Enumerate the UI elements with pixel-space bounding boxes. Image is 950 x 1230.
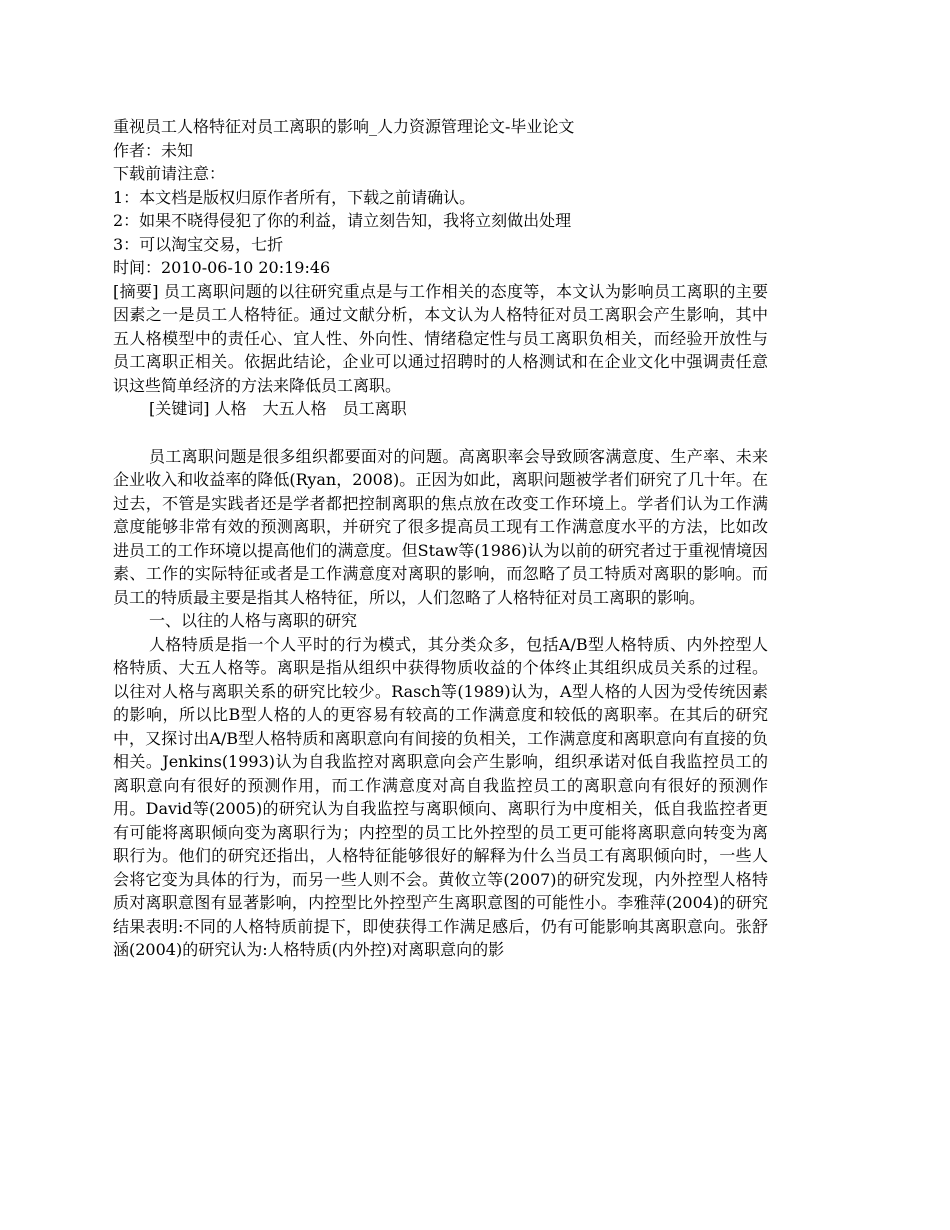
note-item: 3：可以淘宝交易，七折	[113, 234, 284, 254]
abstract-paragraph: [摘要] 员工离职问题的以往研究重点是与工作相关的态度等，本文认为影响员工离职的主要因素之一是员工人格特征。通过文献分析，本文认为人格特征对员工离职会产生影响，其中五人格模型中的责任心、宜人性、外向性、情绪稳定性与员工离职负相关，而经验开放性与员工离职正相关。依据此结论，企业可以通过招聘时的人格测试和在企业文化中强调责任意识这些简单经济的方法来降低员工离职。	[113, 281, 768, 395]
note-item: 1：本文档是版权归原作者所有，下载之前请确认。	[113, 187, 476, 207]
timestamp-line: 时间：2010-06-10 20:19:46	[113, 258, 331, 277]
section-heading: 一、以往的人格与离职的研究	[149, 611, 358, 630]
keywords-line: [关键词] 人格 大五人格 员工离职	[149, 399, 407, 418]
paragraph-spacer	[113, 421, 768, 445]
note-item: 2：如果不晓得侵犯了你的利益，请立刻告知，我将立刻做出处理	[113, 211, 572, 230]
document-page	[113, 115, 768, 962]
download-notice: 下载前请注意：	[113, 164, 226, 183]
intro-paragraph: 员工离职问题是很多组织都要面对的问题。高离职率会导致顾客满意度、生产率、未来企业收入和收益率的降低(Ryan，2008)。正因为如此，离职问题被学者们研究了几十年。在过去，不管是实践者还是学者都把控制离职的焦点放在改变工作环境上。学者们认为工作满意度能够非常有效的预测离职，并研究了很多提高员工现有工作满意度水平的方法，比如改进员工的工作环境以提高他们的满意度。但Staw等(1986)认为以前的研究者过于重视情境因素、工作的实际特征或者是工作满意度对离职的影响，而忽略了员工特质对离职的影响。而员工的特质最主要是指其人格特征，所以，人们忽略了人格特征对员工离职的影响。	[113, 446, 768, 607]
author-line: 作者：未知	[113, 140, 194, 160]
document-title: 重视员工人格特征对员工离职的影响_人力资源管理论文-毕业论文	[113, 117, 575, 136]
section-paragraph: 人格特质是指一个人平时的行为模式，其分类众多，包括A/B型人格特质、内外控型人格特质、大五人格等。离职是指从组织中获得物质收益的个体终止其组织成员关系的过程。以往对人格与离职关系的研究比较少。Rasch等(1989)认为，A型人格的人因为受传统因素的影响，所以比B型人格的人的更容易有较高的工作满意度和较低的离职率。在其后的研究中，又探讨出A/B型人格特质和离职意向有间接的负相关，工作满意度和离职意向有直接的负相关。Jenkins(1993)认为自我监控对离职意向会产生影响，组织承诺对低自我监控员工的离职意向有很好的预测作用，而工作满意度对高自我监控员工的离职意向有很好的预测作用。David等(2005)的研究认为自我监控与离职倾向、离职行为中度相关，低自我监控者更有可能将离职倾向变为离职行为；内控型的员工比外控型的员工更可能将离职意向转变为离职行为。他们的研究还指出，人格特征能够很好的解释为什么当员工有离职倾向时，一些人会将它变为具体的行为，而另一些人则不会。黄攸立等(2007)的研究发现，内外控型人格特质对离职意图有显著影响，内控型比外控型产生离职意图的可能性小。李雅萍(2004)的研究结果表明:不同的人格特质前提下，即使获得工作满足感后，仍有可能影响其离职意向。张舒涵(2004)的研究认为:人格特质(内外控)对离职意向的影	[113, 634, 768, 959]
